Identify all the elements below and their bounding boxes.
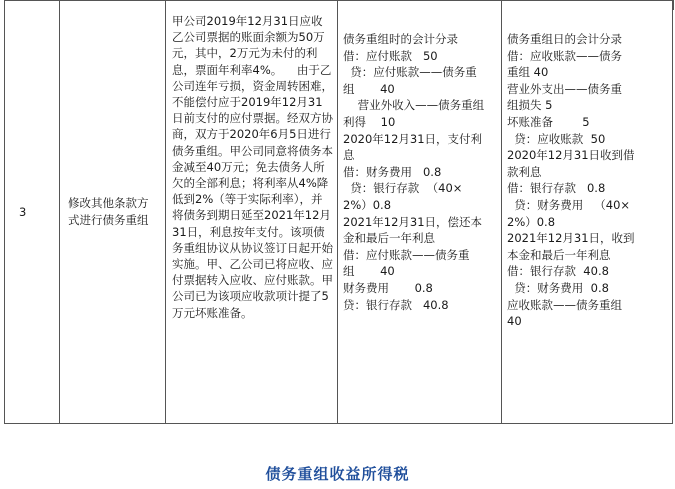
accounting-table [4,0,672,424]
creditor-entry-line: 组损失 5 [507,98,553,113]
debtor-entry-line: 贷：银行存款 40.8 [343,297,449,312]
creditor-entry-line: 2021年12月31日，收到 [507,231,635,246]
debtor-entry-line: 金和最后一年利息 [343,231,435,246]
creditor-entry-line: 2020年12月31日收到借 [507,148,635,163]
creditor-entry-line: 贷：财务费用 0.8 [507,280,609,295]
method-cell [60,1,166,424]
debtor-entry-line: 2020年12月31日，支付利 [343,131,483,146]
debtor-entry-line: 2021年12月31日，偿还本 [343,214,483,229]
creditor-entry-line: 借：银行存款 0.8 [507,181,606,196]
debtor-entry-line: 利得 10 [343,114,396,129]
creditor-entry-line: 40 [507,314,522,329]
creditor-journal-entries [502,1,672,330]
creditor-entry-line: 坏账准备 5 [507,114,590,129]
debtor-entry-line: 组 40 [343,264,395,279]
creditor-entry-line: 贷：应收账款 50 [507,131,606,146]
row-number-cell [5,1,60,424]
creditor-entry-line: 营业外支出——债务重 [507,81,622,96]
row-number: 3 [19,205,27,219]
creditor-entry-line: 应收账款——债务重组 [507,297,622,312]
debtor-entry-line: 2%）0.8 [343,197,392,212]
debtor-entry-line: 债务重组时的会计分录 [343,32,458,46]
creditor-entry-line: 2%）0.8 [507,214,556,229]
debtor-entry-line: 借：应付账款——债务重 [343,247,470,262]
debtor-entry-line: 贷：银行存款 （40× [343,181,463,196]
creditor-entry-line: 本金和最后一年利息 [507,247,611,262]
section-heading: 债务重组收益所得税 [265,465,410,483]
debtor-entry-line: 借：财务费用 0.8 [343,164,442,179]
debtor-entry-line: 营业外收入——债务重组 [343,98,485,113]
restructuring-method: 修改其他条款方式进行债务重组 [68,196,149,227]
creditor-entry-line: 款利息 [507,164,542,179]
debtor-entry-line: 贷：应付账款——债务重 [343,65,477,80]
description-cell [166,1,338,424]
creditor-entry-line: 债务重组日的会计分录 [507,32,622,46]
creditor-entry-line: 重组 40 [507,65,549,80]
debtor-entry-line: 借：应付账款 50 [343,48,438,63]
debtor-entry-line: 组 40 [343,81,395,96]
debtor-entry-line: 财务费用 0.8 [343,280,433,295]
creditor-entry-line: 贷：财务费用 （40× [507,197,631,212]
case-description: 甲公司2019年12月31日应收乙公司票据的账面余额为50万元，其中，2万元为未付的利息，票面年利率4%。 由于乙公司连年亏损，资金周转困难，不能偿付应于2019年12月31日前支付的应付票据。经双方协商，双方于2020年6月5日进行债务重组。甲公司同意将债务本金减至40万元；免去债务人所欠的全部利息；将利率从4%降低到2%（等于实际利率），并将债务到期日延至2021年12月31日，利息按年支付。该项债务重组协议从协议签订日起开始实施。甲、乙公司已将应收、应付票据转入应收、应付账款。甲公司已为该项应收款项计提了5万元坏账准备。 [172,14,333,320]
creditor-entries-cell [502,1,673,424]
table-row [5,1,673,424]
creditor-entry-line: 借：银行存款 40.8 [507,264,609,279]
debtor-journal-entries [338,1,501,313]
creditor-entry-line: 借：应收账款——债务 [507,48,622,63]
debtor-entries-cell [338,1,502,424]
debtor-entry-line: 息 [343,148,355,163]
